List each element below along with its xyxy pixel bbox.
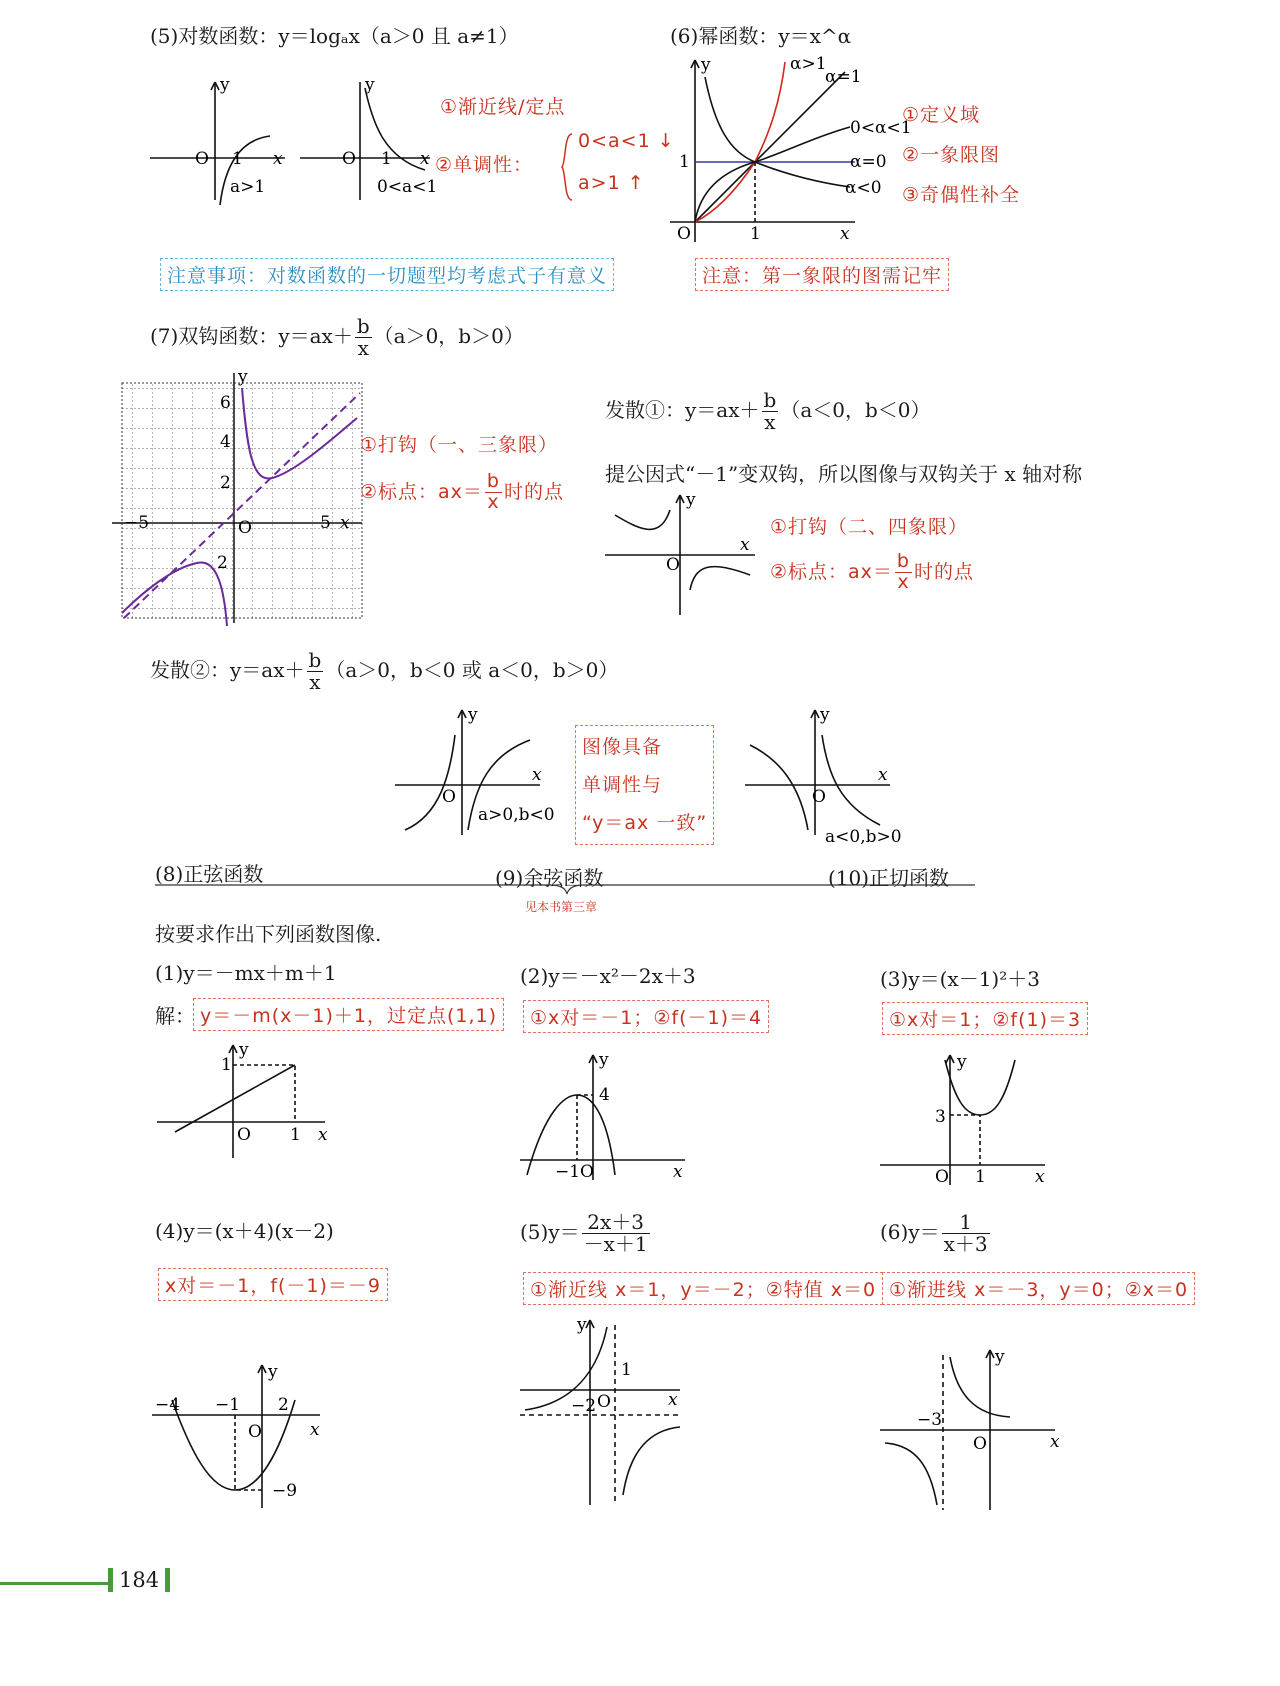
- svg-text:x: x: [1035, 1167, 1045, 1187]
- alpha-lt0: α<0: [845, 178, 882, 198]
- svg-text:2: 2: [217, 553, 228, 573]
- svg-text:x: x: [340, 513, 350, 533]
- svg-text:4: 4: [599, 1085, 610, 1105]
- alpha-eq1: α=1: [825, 67, 862, 87]
- p6-graph: [875, 1345, 1065, 1515]
- svg-text:1: 1: [381, 149, 392, 169]
- svg-text:x: x: [668, 1390, 678, 1410]
- svg-text:y: y: [701, 55, 711, 75]
- svg-text:y: y: [577, 1315, 587, 1335]
- svg-text:−3: −3: [917, 1410, 943, 1430]
- s6-title: (6)幂函数：y＝x^α: [670, 24, 852, 48]
- p4: (4)y＝(x＋4)(x－2): [155, 1219, 334, 1243]
- svg-text:O: O: [237, 1125, 251, 1145]
- svg-text:y: y: [268, 1362, 278, 1382]
- svg-text:x: x: [420, 149, 430, 169]
- div2-graph2: [740, 705, 905, 850]
- s7-note2: ②标点：ax＝ $\frac{b}{x}$ 时的点: [360, 470, 564, 513]
- svg-text:y: y: [239, 1040, 249, 1060]
- s6-note1: ①定义域: [902, 104, 981, 126]
- div1-desc: 提公因式“－1”变双钩，所以图像与双钩关于 x 轴对称: [605, 462, 1083, 486]
- svg-text:x: x: [318, 1125, 328, 1145]
- alpha-eq0: α=0: [850, 152, 887, 172]
- s6-note3: ③奇偶性补全: [902, 184, 1021, 206]
- s6-note2: ②一象限图: [902, 144, 1001, 166]
- svg-text:O: O: [442, 787, 456, 807]
- svg-text:O: O: [666, 555, 680, 575]
- svg-text:x: x: [273, 149, 283, 169]
- svg-text:x: x: [673, 1162, 683, 1182]
- p2: (2)y＝－x²－2x＋3: [520, 964, 696, 988]
- s7-title: (7)双钩函数：y＝ax＋ $\frac{b}{x}$ （a＞0，b＞0）: [150, 314, 524, 360]
- svg-text:−5: −5: [124, 513, 150, 533]
- svg-text:O: O: [342, 149, 356, 169]
- svg-text:5: 5: [320, 513, 331, 533]
- svg-text:1: 1: [621, 1360, 632, 1380]
- svg-text:O: O: [973, 1434, 987, 1454]
- p6: (6)y＝ $\frac{1}{x+3}$: [880, 1210, 988, 1256]
- alpha-gt1: α>1: [790, 54, 827, 74]
- svg-text:y: y: [686, 490, 696, 510]
- svg-text:x: x: [840, 224, 850, 244]
- svg-text:6: 6: [220, 393, 231, 413]
- chapter-ref: 见本书第三章: [525, 900, 598, 914]
- svg-text:3: 3: [935, 1107, 946, 1127]
- alpha-01: 0<α<1: [850, 118, 912, 138]
- tangent-heading: (10)正切函数: [828, 866, 950, 890]
- svg-text:2: 2: [220, 473, 231, 493]
- div2-graph1: [390, 705, 575, 840]
- svg-text:y: y: [238, 367, 248, 387]
- div2-box: 图像具备 单调性与 “y＝ax 一致”: [575, 725, 714, 845]
- svg-text:2: 2: [278, 1395, 289, 1415]
- div2-cond1: a>0,b<0: [478, 805, 555, 825]
- svg-text:−9: −9: [272, 1481, 298, 1501]
- svg-text:x: x: [878, 765, 888, 785]
- log1-cond: a>1: [230, 177, 266, 197]
- div1-note2: ②标点：ax＝ $\frac{b}{x}$ 时的点: [770, 550, 974, 593]
- p1: (1)y＝－mx＋m＋1: [155, 961, 337, 985]
- power-graph: [665, 52, 912, 247]
- s6-warning: 注意：第一象限的图需记牢: [695, 258, 949, 291]
- svg-text:−2: −2: [571, 1396, 597, 1416]
- mono-2: a>1 ↑: [578, 172, 645, 194]
- svg-text:O: O: [238, 518, 252, 538]
- s5-warning: 注意事项：对数函数的一切题型均考虑式子有意义: [160, 258, 614, 291]
- s5-title: (5)对数函数：y＝logₐx（a＞0 且 a≠1）: [150, 24, 519, 48]
- p3-graph: [875, 1050, 1055, 1190]
- cosine-heading: (9)余弦函数: [495, 866, 604, 890]
- svg-text:O: O: [580, 1162, 594, 1182]
- div2-title: 发散②：y＝ax＋ $\frac{b}{x}$ （a＞0，b＜0 或 a＜0，b＞0）: [150, 648, 619, 694]
- page-number: 184: [108, 1568, 170, 1592]
- p5-sol: ①渐近线 x＝1，y＝－2；②特值 x＝0: [523, 1272, 883, 1305]
- svg-text:1: 1: [290, 1125, 301, 1145]
- p2-graph: [515, 1050, 695, 1185]
- p4-sol: x对＝－1，f(－1)＝－9: [158, 1268, 388, 1301]
- nike-graph: [112, 368, 362, 628]
- footer-rule: [0, 1582, 108, 1585]
- div2-cond2: a<0,b>0: [825, 827, 902, 847]
- div1-title: 发散①：y＝ax＋ $\frac{b}{x}$ （a＜0，b＜0）: [605, 388, 931, 434]
- svg-text:O: O: [812, 787, 826, 807]
- svg-text:O: O: [935, 1167, 949, 1187]
- svg-text:y: y: [995, 1347, 1005, 1367]
- svg-text:x: x: [740, 535, 750, 555]
- svg-text:1: 1: [975, 1167, 986, 1187]
- svg-text:x: x: [532, 765, 542, 785]
- log-graphs: [145, 70, 445, 210]
- log1-o: O: [195, 149, 209, 169]
- p1-sol: y＝－m(x－1)＋1，过定点(1,1): [193, 998, 504, 1031]
- section-rule: [155, 880, 975, 900]
- p4-graph: [150, 1360, 330, 1510]
- svg-text:x: x: [310, 1420, 320, 1440]
- p6-sol: ①渐进线 x＝－3，y＝0；②x＝0: [882, 1272, 1195, 1305]
- s7-note1: ①打钩（一、三象限）: [360, 434, 559, 456]
- s5-note2: ②单调性：: [435, 154, 534, 176]
- div1-graph: [600, 490, 765, 620]
- svg-text:1: 1: [750, 224, 761, 244]
- p3-sol: ①x对＝1；②f(1)＝3: [882, 1002, 1088, 1035]
- svg-text:−1: −1: [215, 1395, 241, 1415]
- svg-text:O: O: [248, 1422, 262, 1442]
- p5-graph: [515, 1315, 695, 1510]
- svg-text:O: O: [597, 1392, 611, 1412]
- div1-note1: ①打钩（二、四象限）: [770, 516, 969, 538]
- p1-graph: [155, 1040, 335, 1160]
- svg-text:y: y: [957, 1052, 967, 1072]
- svg-text:y: y: [599, 1050, 609, 1070]
- p5: (5)y＝ $\frac{2x+3}{-x+1}$: [520, 1210, 648, 1256]
- svg-text:y: y: [365, 75, 375, 95]
- svg-text:x: x: [1050, 1432, 1060, 1452]
- log1-y: y: [220, 75, 230, 95]
- svg-text:1: 1: [679, 152, 690, 172]
- svg-text:−4: −4: [155, 1395, 181, 1415]
- ex-heading: 按要求作出下列函数图像.: [155, 922, 382, 946]
- brace: [560, 132, 574, 202]
- s5-note1: ①渐近线/定点: [440, 96, 566, 118]
- svg-text:O: O: [677, 224, 691, 244]
- svg-text:−1: −1: [555, 1162, 581, 1182]
- mono-1: 0<a<1 ↓: [578, 130, 675, 152]
- p2-sol: ①x对＝－1；②f(－1)＝4: [523, 1000, 769, 1033]
- svg-text:1: 1: [232, 149, 243, 169]
- svg-text:1: 1: [221, 1055, 232, 1075]
- svg-text:y: y: [468, 705, 478, 725]
- p1-sol-label: 解：: [155, 1004, 195, 1028]
- p3: (3)y＝(x－1)²＋3: [880, 967, 1040, 991]
- sine-heading: (8)正弦函数: [155, 862, 264, 886]
- svg-text:4: 4: [220, 432, 231, 452]
- log2-cond: 0<a<1: [377, 177, 438, 197]
- svg-text:y: y: [820, 705, 830, 725]
